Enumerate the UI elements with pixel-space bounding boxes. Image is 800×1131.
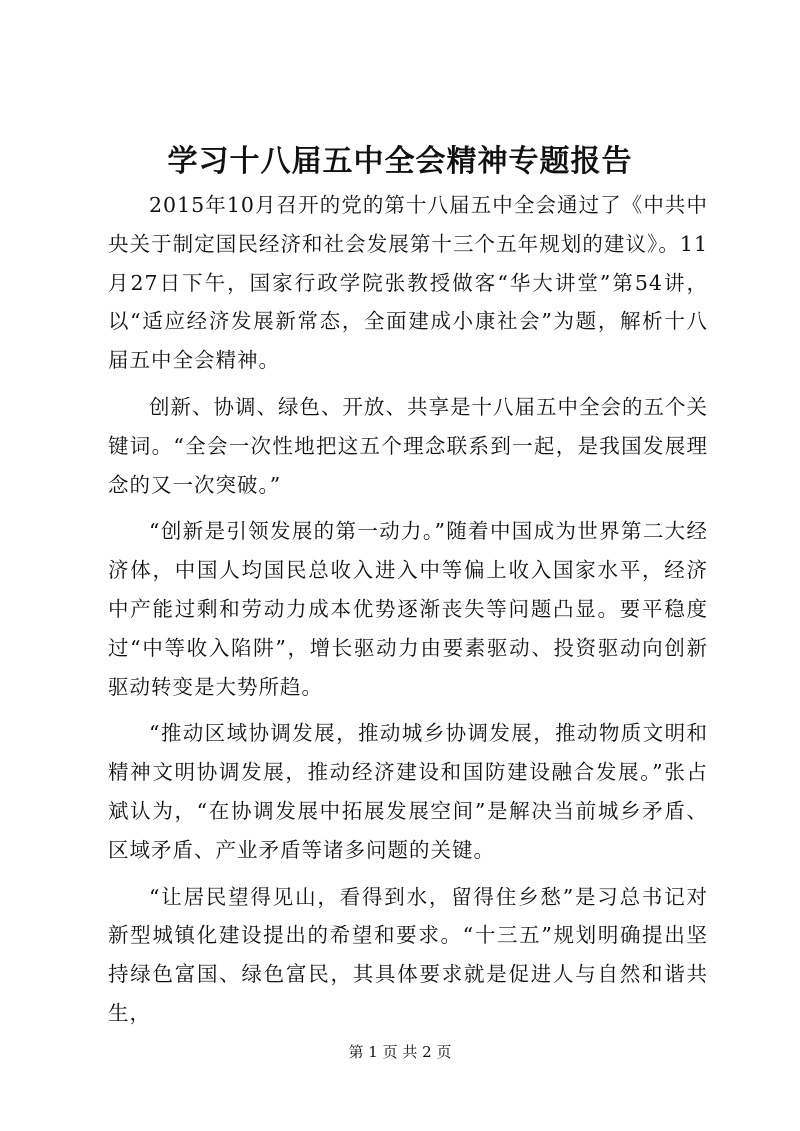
paragraph-5: “让居民望得见山，看得到水，留得住乡愁”是习总书记对新型城镇化建设提出的希望和要求。“十三五”规划明确提出坚持绿色富国、绿色富民，其具体要求就是促进人与自然和谐共生， (108, 884, 708, 1025)
document-body (108, 186, 708, 1041)
document-title: 学习十八届五中全会精神专题报告 (167, 144, 633, 179)
paragraph-1: 2015年10月召开的党的第十八届五中全会通过了《中共中央关于制定国民经济和社会发展第十三个五年规划的建议》。11月27日下午，国家行政学院张教授做客“华大讲堂”第54讲，以“适应经济发展新常态，全面建成小康社会”为题，解析十八届五中全会精神。 (108, 193, 708, 373)
page-footer: 第 1 页 共 2 页 (348, 1043, 452, 1061)
paragraph-2: 创新、协调、绿色、开放、共享是十八届五中全会的五个关键词。“全会一次性地把这五个理念联系到一起，是我国发展理念的又一次突破。” (108, 394, 708, 497)
paragraph-4: “推动区域协调发展，推动城乡协调发展，推动物质文明和精神文明协调发展，推动经济建设和国防建设融合发展。”张占斌认为，“在协调发展中拓展发展空间”是解决当前城乡矛盾、区域矛盾、产业矛盾等诸多问题的关键。 (108, 721, 708, 862)
paragraph-3: “创新是引领发展的第一动力。”随着中国成为世界第二大经济体，中国人均国民总收入进入中等偏上收入国家水平，经济中产能过剩和劳动力成本优势逐渐丧失等问题凸显。要平稳度过“中等收入陷阱”，增长驱动力由要素驱动、投资驱动向创新驱动转变是大势所趋。 (108, 519, 708, 699)
